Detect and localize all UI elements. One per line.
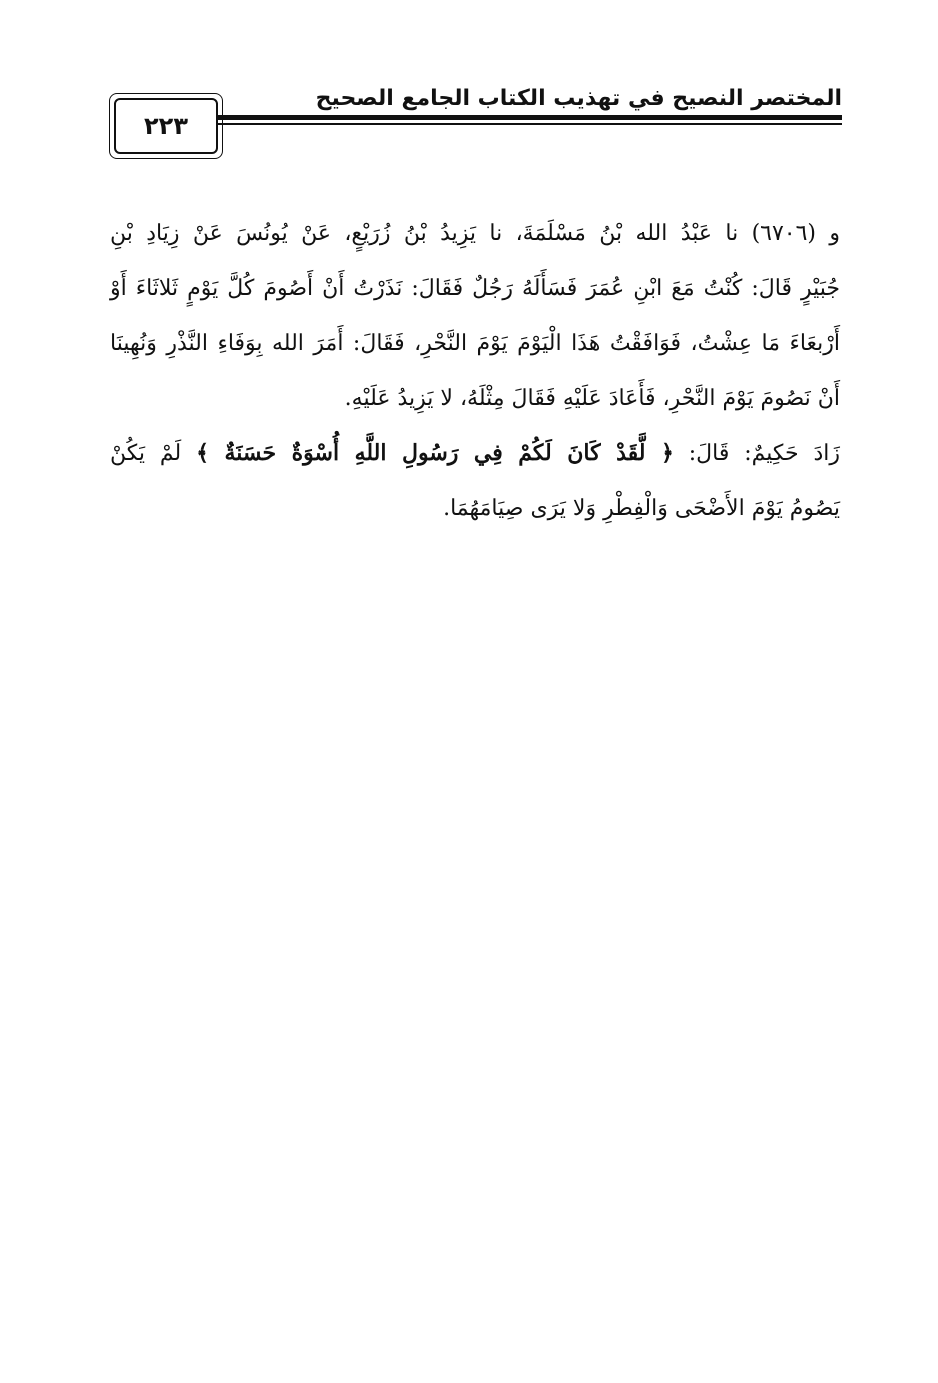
header-rule-thick (210, 115, 842, 120)
text-line: يَصُومُ يَوْمَ الأَضْحَى وَالْفِطْرِ وَلا يَرَى صِيَامَهُمَا. (443, 496, 840, 521)
text-line: أَنْ نَصُومَ يَوْمَ النَّحْرِ، فَأَعَادَ عَلَيْهِ فَقَالَ مِثْلَهُ، لا يَزِيدُ عَلَيْهِ. (344, 386, 840, 411)
book-title: المختصر النصيح في تهذيب الكتاب الجامع الصحيح (315, 86, 842, 111)
text-line: أَرْبعَاءَ مَا عِشْتُ، فَوَافَقْتُ هَذَا الْيَوْمَ يَوْمَ النَّحْرِ، فَقَالَ: أَمَرَ الله بِوَفَاءِ النَّذْرِ وَنُهِينَا (110, 331, 840, 356)
text-line (110, 426, 840, 481)
text-line: جُبَيْرٍ قَالَ: كُنْتُ مَعَ ابْنِ عُمَرَ فَسَأَلَهُ رَجُلٌ فَقَالَ: نَذَرْتُ أَنْ أَصُومَ كُلَّ يَوْمٍ ثَلاثَاءَ أَوْ (110, 276, 840, 301)
addition-paragraph (110, 426, 840, 536)
header-rule (210, 115, 842, 127)
header-rule-thin (210, 123, 842, 125)
page-header (106, 84, 842, 162)
text-line: و (٦٧٠٦) نا عَبْدُ الله بْنُ مَسْلَمَةَ، نا يَزِيدُ بْنُ زُرَيْعٍ، عَنْ يُونُسَ عَنْ زِيَادِ بْنِ (110, 221, 840, 246)
page-body (110, 206, 840, 536)
addition-continuation: لَمْ يَكُنْ (110, 441, 197, 466)
quran-verse: ﴿ لَّقَدْ كَانَ لَكُمْ فِي رَسُولِ اللَّهِ أُسْوَةٌ حَسَنَةٌ ﴾ (196, 440, 674, 466)
hadith-paragraph (110, 206, 840, 426)
addition-intro: زَادَ حَكِيمٌ: قَالَ: (673, 441, 841, 466)
page-number: ٢٢٣ (114, 98, 218, 154)
